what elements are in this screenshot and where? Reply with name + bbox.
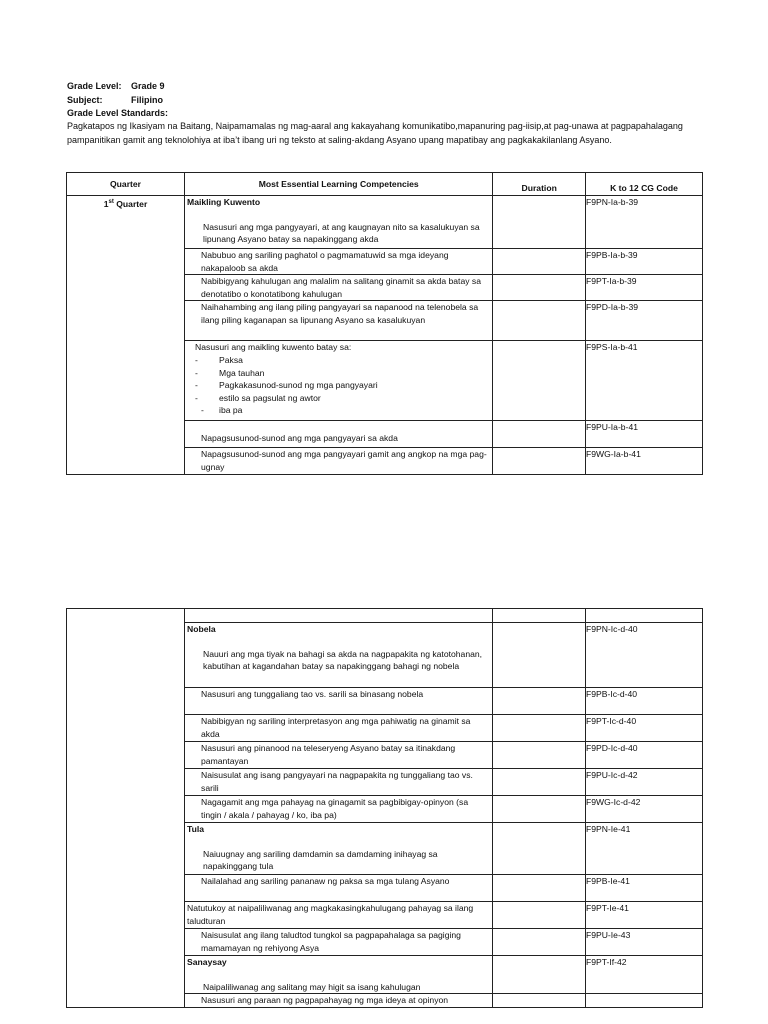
blank-header-row (67, 609, 703, 623)
competency-cell (185, 341, 493, 421)
duration-cell (493, 715, 586, 742)
quarter-cell (67, 609, 185, 1008)
section-heading: Tula (187, 824, 205, 834)
competency-text: Nabibigyan ng sariling interpretasyon ang mga pahiwatig na ginamit sa akda (185, 715, 493, 742)
header-competencies: Most Essential Learning Competencies (185, 173, 493, 196)
duration-cell (493, 875, 586, 902)
competency-text: Nailalahad ang sariling pananaw ng paksa sa mga tulang Asyano (185, 875, 493, 902)
section-heading: Nobela (187, 624, 216, 634)
list-item-text: estilo sa pagsulat ng awtor (219, 392, 321, 403)
list-item-text: Mga tauhan (219, 367, 265, 378)
header-cg-code: K to 12 CG Code (585, 173, 702, 196)
standards-label: Grade Level Standards: (67, 108, 169, 118)
competency-text: Natutukoy at naipaliliwanag ang magkakasingkahulugang pahayag sa ilang taludturan (185, 902, 493, 929)
cg-code: F9PS-Ia-b-41 (585, 341, 702, 421)
cg-code: F9PN-Ie-41 (585, 823, 702, 875)
blank-cell (585, 609, 702, 623)
duration-cell (493, 688, 586, 715)
competency-text: Naipaliliwanag ang salitang may higit sa isang kahulugan (203, 981, 421, 992)
cg-code: F9PT-Ic-d-40 (585, 715, 702, 742)
cg-code: F9PU-Ic-d-42 (585, 769, 702, 796)
blank-cell (185, 609, 493, 623)
competency-text: Napagsusunod-sunod ang mga pangyayari sa akda (185, 421, 493, 448)
header-quarter: Quarter (67, 173, 185, 196)
cg-code: F9PT-If-42 (585, 956, 702, 994)
quarter-cell (67, 196, 185, 475)
cg-code: F9PT-Ie-41 (585, 902, 702, 929)
duration-cell (493, 742, 586, 769)
competency-text: Napagsusunod-sunod ang mga pangyayari gamit ang angkop na mga pag-ugnay (185, 448, 493, 475)
cg-code: F9PU-Ie-43 (585, 929, 702, 956)
competency-text: Nasusuri ang tunggaliang tao vs. sarili sa binasang nobela (185, 688, 493, 715)
cg-code: F9PD-Ia-b-39 (585, 301, 702, 341)
list-item: - estilo sa pagsulat ng awtor (195, 392, 321, 403)
cg-code: F9PB-Ic-d-40 (585, 688, 702, 715)
standards-label-line (67, 107, 168, 120)
section-heading: Maikling Kuwento (187, 197, 261, 207)
duration-cell (493, 275, 586, 301)
duration-cell (493, 301, 586, 341)
duration-cell (493, 796, 586, 823)
grade-level-value: Grade 9 (131, 81, 165, 91)
cg-code: F9PN-Ia-b-39 (585, 196, 702, 249)
grade-level-line (67, 80, 165, 93)
duration-cell (493, 249, 586, 275)
duration-cell (493, 902, 586, 929)
subject-label: Subject: (67, 95, 103, 105)
table-header-row (67, 173, 703, 196)
list-item-text: Paksa (219, 354, 243, 365)
list-item: - Mga tauhan (195, 367, 265, 378)
list-item-text: Pagkakasunod-sunod ng mga pangyayari (219, 380, 378, 391)
competency-cell (185, 956, 493, 994)
competency-text: Nasusuri ang maikling kuwento batay sa: (195, 342, 352, 353)
cg-code: F9PB-Ia-b-39 (585, 249, 702, 275)
list-item: - iba pa (201, 405, 243, 416)
competency-text: Naisusulat ang isang pangyayari na nagpapakita ng tunggaliang tao vs. sarili (185, 769, 493, 796)
competency-text: Naiuugnay ang sariling damdamin sa damdaming inihayag sa napakinggang tula (203, 848, 438, 872)
duration-cell (493, 421, 586, 448)
competency-text: Nabubuo ang sariling paghatol o pagmamatuwid sa mga ideyang nakapaloob sa akda (185, 249, 493, 275)
competency-text: Nauuri ang mga tiyak na bahagi sa akda na nagpapakita ng katotohanan, kabutihan at kagandahan batay sa napakinggang bahagi ng nobela (203, 648, 483, 672)
quarter-suffix: st (108, 199, 114, 205)
competency-text: Nasusuri ang pinanood na teleseryeng Asyano batay sa itinakdang pamantayan (185, 742, 493, 769)
competencies-table-q1 (66, 172, 703, 475)
grade-level-label: Grade Level: (67, 81, 122, 91)
competency-cell (185, 196, 493, 249)
cg-code: F9PB-Ie-41 (585, 875, 702, 902)
standards-text: Pagkatapos ng Ikasiyam na Baitang, Naipamamalas ng mag-aaral ang kakayahang komunikatibo,mapanuring pag-iisip,at pag-unawa at pagpapahalagang pampanitikan gamit ang teknolohiya at iba’t ibang uri ng teksto at saling-akdang Asyano upang mapatibay ang pagkakakilanlang Asyano. (67, 121, 683, 145)
duration-cell (493, 956, 586, 994)
table-row (67, 196, 703, 249)
subject-value: Filipino (131, 95, 163, 105)
quarter-word: Quarter (113, 198, 148, 209)
competency-text: Nasusuri ang paraan ng pagpapahayag ng mga ideya at opinyon (185, 994, 493, 1008)
cg-code: F9WG-Ic-d-42 (585, 796, 702, 823)
duration-cell (493, 448, 586, 475)
list-item: - Pagkakasunod-sunod ng mga pangyayari (195, 380, 378, 391)
competencies-table-continued (66, 608, 703, 1008)
duration-cell (493, 769, 586, 796)
cg-code: F9PD-Ic-d-40 (585, 742, 702, 769)
duration-cell (493, 929, 586, 956)
blank-cell (493, 609, 586, 623)
competency-text: Nasusuri ang mga pangyayari, at ang kaugnayan nito sa kasalukuyan sa lipunang Asyano batay sa napakinggang akda (203, 221, 480, 245)
cg-code: F9PU-Ia-b-41 (585, 421, 702, 448)
competency-text: Naisusulat ang ilang taludtod tungkol sa pagpapahalaga sa pagiging mamamayan ng rehiyong Asya (185, 929, 493, 956)
list-item-text: iba pa (219, 405, 243, 416)
duration-cell (493, 623, 586, 688)
duration-cell (493, 823, 586, 875)
header-duration: Duration (493, 173, 586, 196)
duration-cell (493, 196, 586, 249)
competency-cell (185, 623, 493, 688)
cg-code: F9PT-Ia-b-39 (585, 275, 702, 301)
competency-text: Nabibigyang kahulugan ang malalim na salitang ginamit sa akda batay sa denotatibo o konotatibong kahulugan (185, 275, 493, 301)
duration-cell (493, 341, 586, 421)
cg-code (585, 994, 702, 1008)
cg-code: F9WG-Ia-b-41 (585, 448, 702, 475)
competency-cell (185, 823, 493, 875)
competency-text: Naihahambing ang ilang piling pangyayari sa napanood na telenobela sa ilang piling kaganapan sa lipunang Asyano sa kasalukuyan (185, 301, 493, 341)
cg-code: F9PN-Ic-d-40 (585, 623, 702, 688)
list-item: - Paksa (195, 354, 243, 365)
quarter-number: 1 (103, 198, 109, 209)
competency-text: Nagagamit ang mga pahayag na ginagamit sa pagbibigay-opinyon (sa tingin / akala / pahayag / ko, iba pa) (185, 796, 493, 823)
criteria-list (195, 354, 490, 417)
duration-cell (493, 994, 586, 1008)
subject-line (67, 94, 163, 107)
section-heading: Sanaysay (187, 957, 227, 967)
